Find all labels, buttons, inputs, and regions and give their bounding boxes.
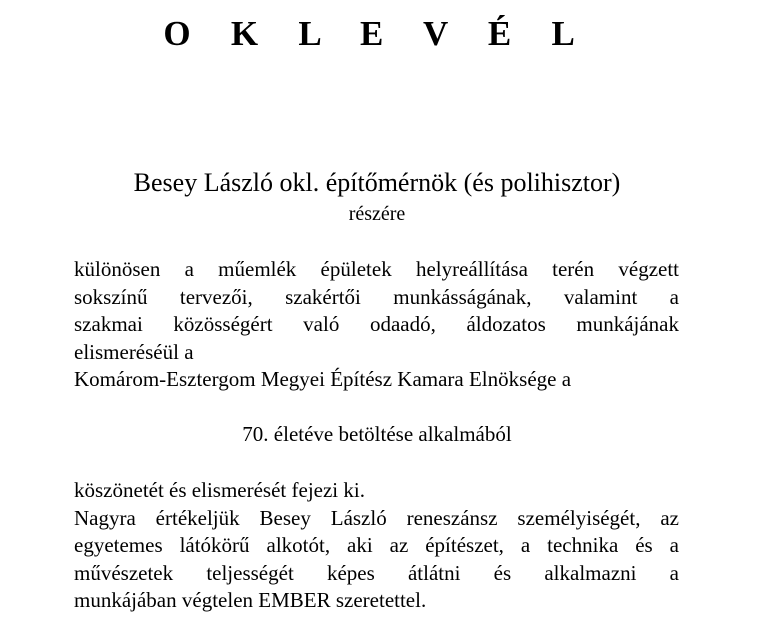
paragraph-line: különösen a műemlék épületek helyreállítása terén végzett (74, 257, 679, 281)
paragraph-line: Komárom-Esztergom Megyei Építész Kamara Elnöksége a (74, 367, 572, 391)
paragraph-line: sokszínű tervezői, szakértői munkásságának, valamint a (74, 284, 679, 309)
paragraph-line: köszönetét és elismerését fejezi ki. (74, 478, 365, 502)
paragraph-line: Nagyra értékeljük Besey László reneszánsz személyiségét, az (74, 505, 679, 530)
paragraph-appreciation (74, 477, 679, 615)
recipient-name: Besey László okl. építőmérnök (és polihisztor) (133, 168, 621, 197)
paragraph-line: munkájában végtelen EMBER szeretettel. (74, 588, 427, 612)
recipient-preposition: részére (348, 203, 406, 225)
certificate-title: O K L E V É L (163, 14, 591, 53)
occasion-line: 70. életéve betöltése alkalmából (242, 422, 512, 446)
paragraph-line: művészetek teljességét képes átlátni és alkalmazni a (74, 560, 679, 585)
paragraph-line: egyetemes látókörű alkotót, aki az építészet, a technika és a (74, 533, 679, 557)
paragraph-line: elismeréséül a (74, 339, 194, 364)
paragraph-line: szakmai közösségért való odaadó, áldozatos munkájának (74, 312, 679, 336)
paragraph-merits (74, 256, 679, 394)
